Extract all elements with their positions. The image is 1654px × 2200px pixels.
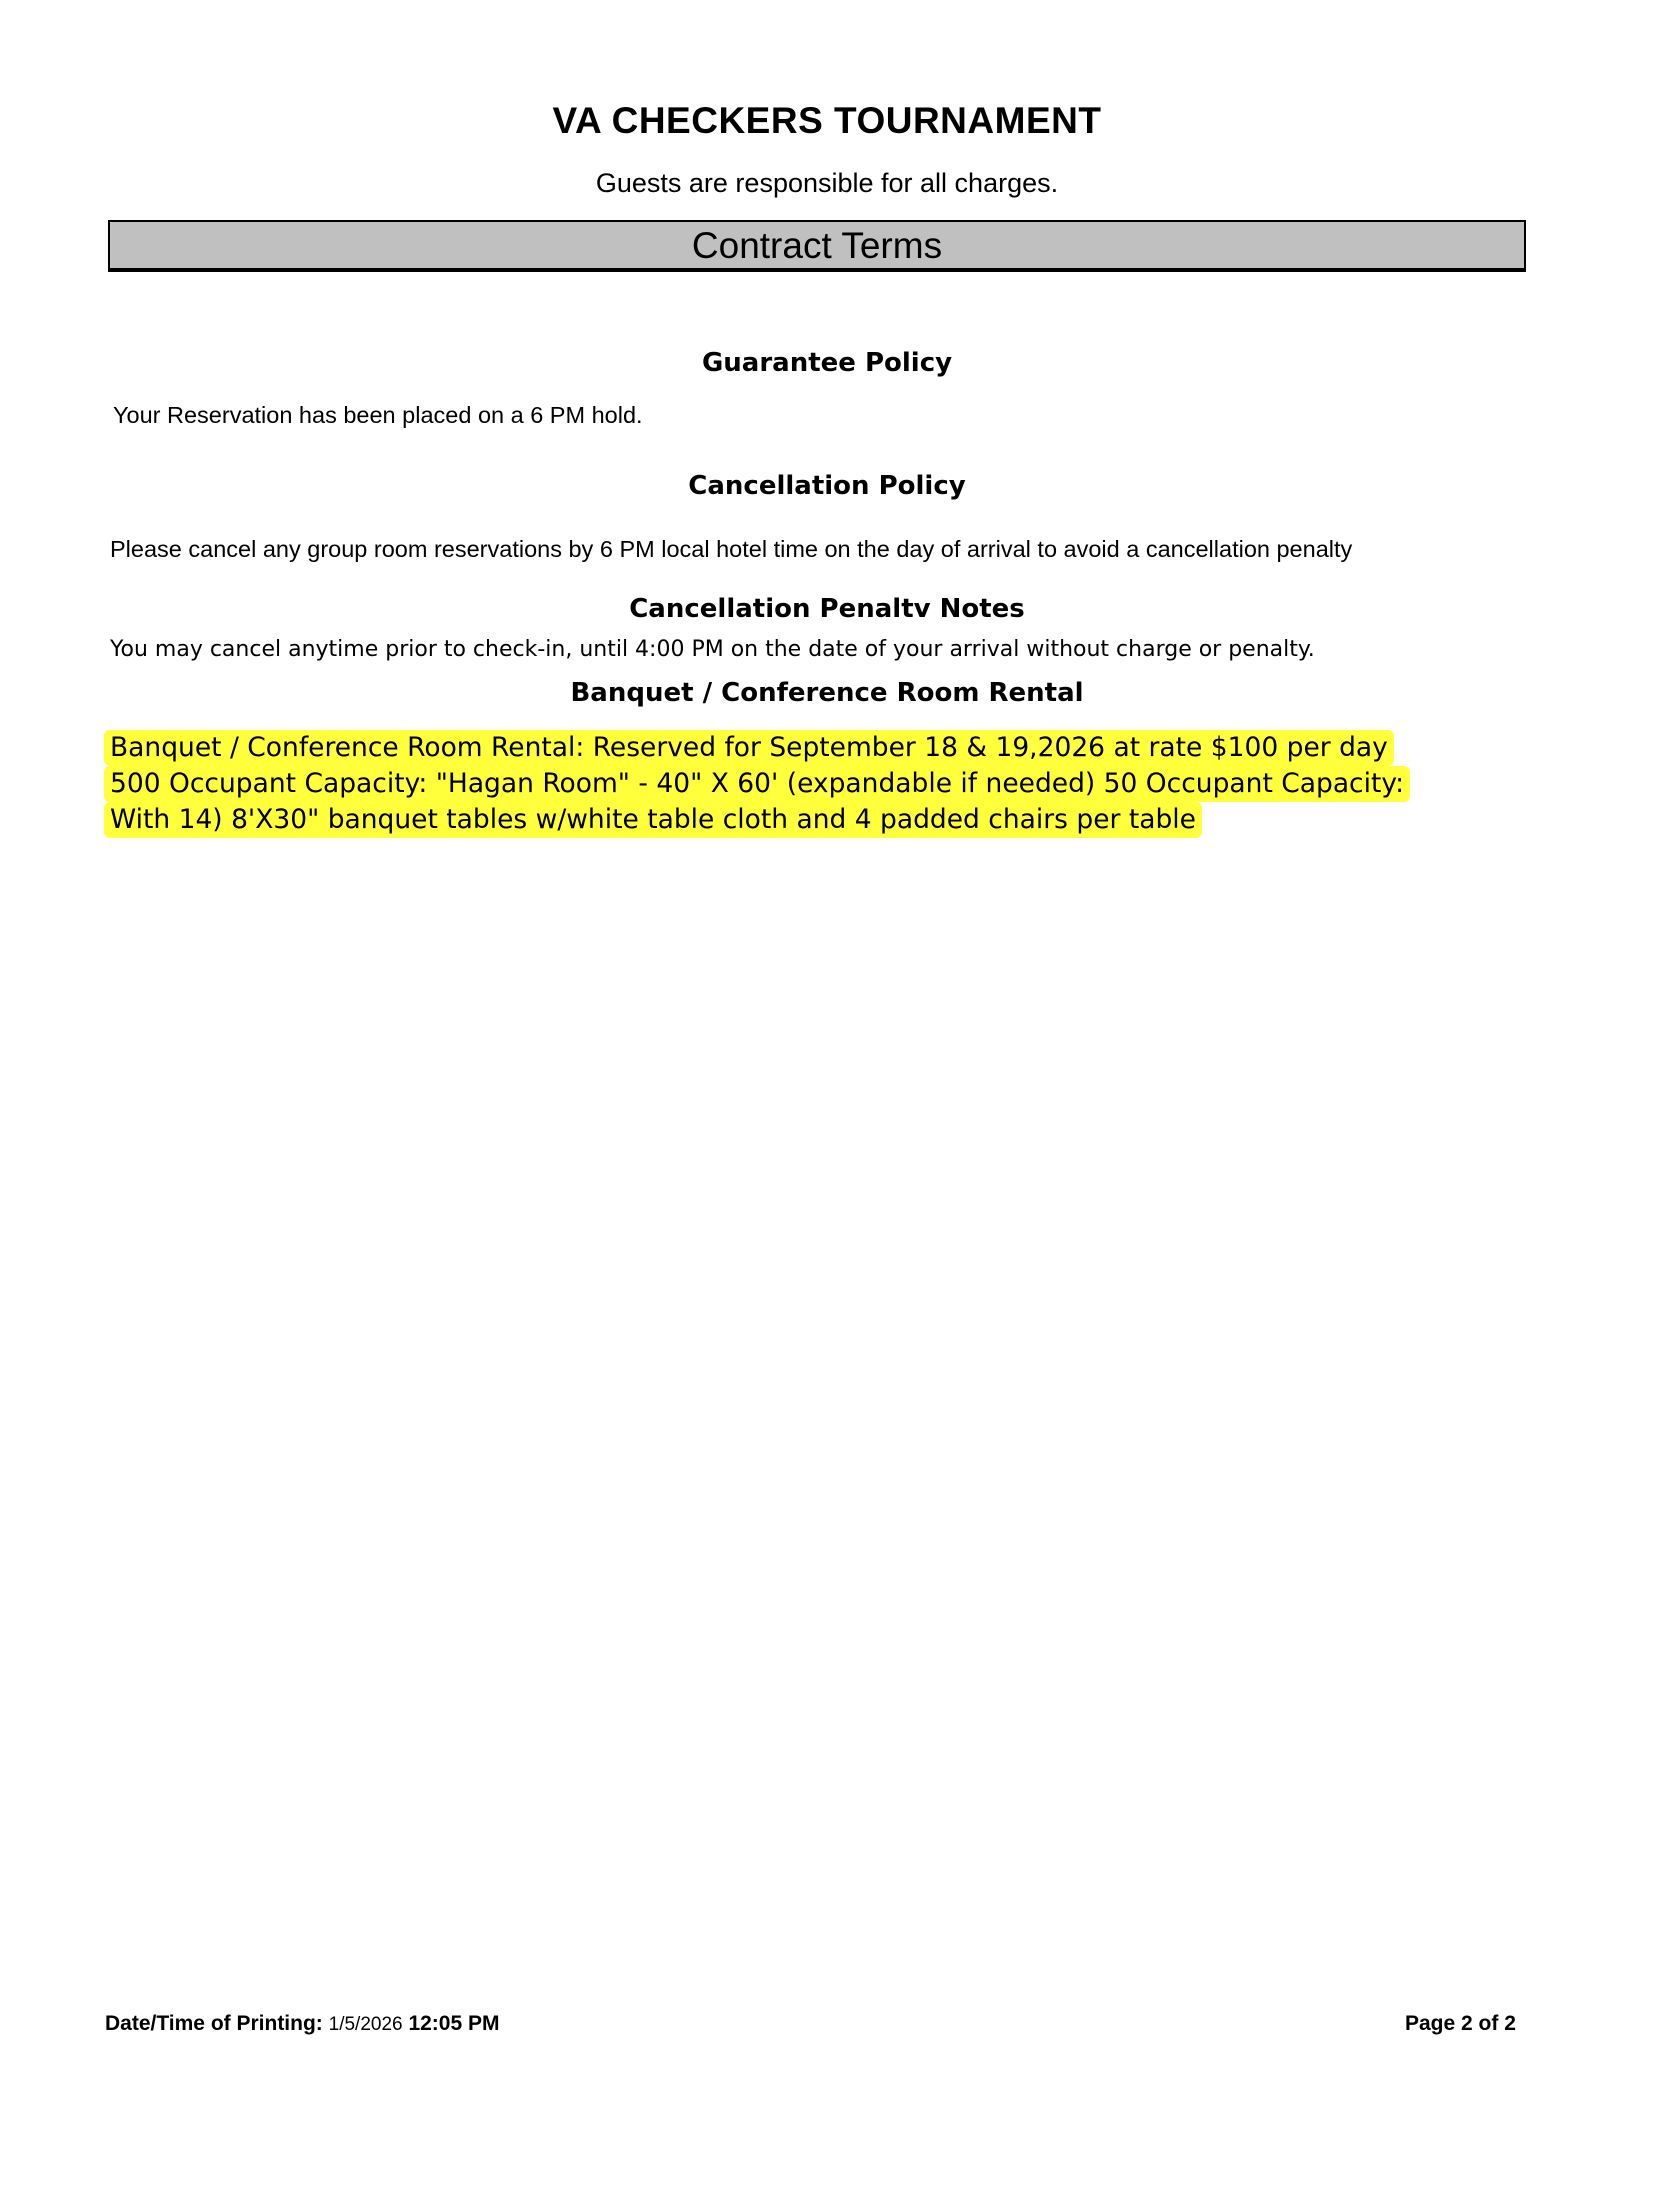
document-title: VA CHECKERS TOURNAMENT [552, 100, 1102, 141]
guarantee-policy-text: Your Reservation has been placed on a 6 PM hold. [113, 402, 643, 428]
banquet-detail-line: With 14) 8'X30" banquet tables w/white table cloth and 4 padded chairs per table [104, 802, 1202, 838]
contract-terms-bar: Contract Terms [108, 220, 1526, 272]
banquet-heading: Banquet / Conference Room Rental [570, 678, 1084, 708]
cancellation-policy-text: Please cancel any group room reservations by 6 PM local hotel time on the day of arrival to avoid a cancellation penalty [110, 536, 1353, 562]
penalty-notes-heading: Cancellation Penaltv Notes [629, 594, 1025, 624]
print-date: 1/5/2026 [328, 2014, 403, 2035]
print-label: Date/Time of Printing: [105, 2012, 323, 2035]
guarantee-policy-heading: Guarantee Policy [701, 348, 953, 378]
print-timestamp [105, 2012, 500, 2036]
penalty-notes-text: You may cancel anytime prior to check-in, until 4:00 PM on the date of your arrival without charge or penalty. [110, 637, 1315, 662]
banquet-details-highlight [104, 730, 1405, 838]
document-subtitle: Guests are responsible for all charges. [595, 168, 1059, 198]
print-time: 12:05 PM [408, 2012, 500, 2035]
banquet-detail-line: Banquet / Conference Room Rental: Reserved for September 18 & 19,2026 at rate $100 per day [104, 730, 1394, 766]
cancellation-policy-heading: Cancellation Policy [688, 471, 966, 501]
banquet-detail-line: 500 Occupant Capacity: "Hagan Room" - 40" X 60' (expandable if needed) 50 Occupant Capacity: [104, 766, 1410, 802]
page-number: Page 2 of 2 [1405, 2012, 1516, 2035]
